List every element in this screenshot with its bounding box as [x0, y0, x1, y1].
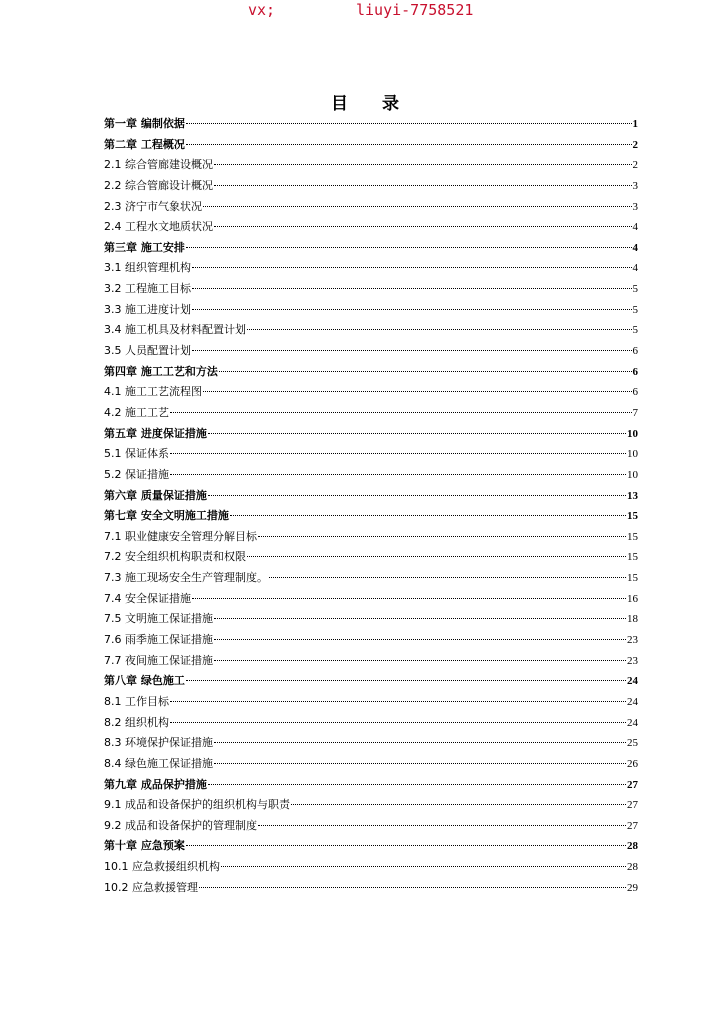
toc-section-entry[interactable]: [104, 444, 638, 465]
toc-entry-page-number: 28: [627, 861, 638, 874]
toc-entry-page-number: 23: [627, 634, 638, 647]
dot-leader: [247, 329, 632, 330]
toc-entry-page-number: 28: [627, 840, 638, 853]
toc-entry-page-number: 18: [627, 613, 638, 626]
toc-entry-label: 第十章 应急预案: [104, 839, 185, 853]
dot-leader: [230, 515, 626, 516]
toc-entry-label: 第九章 成品保护措施: [104, 777, 207, 791]
toc-entry-label: 9.2 成品和设备保护的管理制度: [104, 818, 257, 832]
toc-entry-page-number: 15: [627, 510, 638, 523]
toc-entry-page-number: 4: [632, 221, 638, 234]
toc-entry-label: 7.2 安全组织机构职责和权限: [104, 550, 246, 564]
toc-entry-page-number: 27: [627, 819, 638, 832]
toc-entry-label: 4.1 施工工艺流程图: [104, 385, 202, 399]
toc-entry-label: 3.1 组织管理机构: [104, 261, 191, 275]
toc-chapter-entry[interactable]: [104, 362, 638, 383]
toc-entry-page-number: 10: [627, 427, 638, 440]
toc-entry-label: 7.1 职业健康安全管理分解目标: [104, 529, 257, 543]
toc-section-entry[interactable]: [104, 320, 638, 341]
toc-entry-page-number: 3: [632, 200, 638, 213]
toc-section-entry[interactable]: [104, 692, 638, 713]
toc-entry-label: 2.3 济宁市气象状况: [104, 199, 202, 213]
dot-leader: [258, 825, 626, 826]
toc-section-entry[interactable]: [104, 527, 638, 548]
toc-entry-label: 第五章 进度保证措施: [104, 426, 207, 440]
toc-entry-label: 第三章 施工安排: [104, 240, 185, 254]
toc-entry-page-number: 15: [627, 572, 638, 585]
toc-entry-label: 第八章 绿色施工: [104, 674, 185, 688]
dot-leader: [170, 412, 632, 413]
toc-entry-label: 7.3 施工现场安全生产管理制度。: [104, 571, 268, 585]
toc-chapter-entry[interactable]: [104, 114, 638, 135]
toc-entry-label: 3.4 施工机具及材料配置计划: [104, 323, 246, 337]
toc-section-entry[interactable]: [104, 857, 638, 878]
toc-entry-page-number: 15: [627, 530, 638, 543]
toc-section-entry[interactable]: [104, 217, 638, 238]
toc-section-entry[interactable]: [104, 341, 638, 362]
toc-entry-label: 第六章 质量保证措施: [104, 488, 207, 502]
toc-section-entry[interactable]: [104, 176, 638, 197]
dot-leader: [192, 350, 632, 351]
watermark-right: liuyi-7758521: [356, 1, 474, 19]
toc-entry-page-number: 2: [632, 159, 638, 172]
toc-chapter-entry[interactable]: [104, 135, 638, 156]
toc-entry-label: 第一章 编制依据: [104, 117, 185, 130]
toc-entry-page-number: 25: [627, 737, 638, 750]
dot-leader: [170, 474, 626, 475]
dot-leader: [170, 722, 626, 723]
toc-entry-page-number: 29: [627, 881, 638, 894]
toc-section-entry[interactable]: [104, 609, 638, 630]
toc-entry-label: 7.4 安全保证措施: [104, 591, 191, 605]
toc-entry-page-number: 24: [627, 695, 638, 708]
toc-entry-page-number: 13: [627, 489, 638, 502]
toc-entry-label: 10.1 应急救援组织机构: [104, 860, 220, 874]
toc-chapter-entry[interactable]: [104, 486, 638, 507]
toc-chapter-entry[interactable]: [104, 671, 638, 692]
toc-title: 目 录: [331, 94, 413, 114]
dot-leader: [208, 433, 626, 434]
toc-entry-page-number: 5: [632, 324, 638, 337]
table-of-contents: [104, 114, 638, 898]
toc-entry-label: 2.2 综合管廊设计概况: [104, 178, 213, 192]
toc-entry-label: 10.2 应急救援管理: [104, 880, 198, 894]
toc-entry-label: 5.1 保证体系: [104, 447, 169, 461]
dot-leader: [186, 247, 632, 248]
dot-leader: [186, 144, 632, 145]
toc-section-entry[interactable]: [104, 630, 638, 651]
toc-entry-page-number: 27: [627, 799, 638, 812]
toc-entry-label: 8.3 环境保护保证措施: [104, 736, 213, 750]
toc-entry-page-number: 3: [632, 179, 638, 192]
toc-chapter-entry[interactable]: [104, 506, 638, 527]
toc-entry-page-number: 24: [627, 716, 638, 729]
toc-section-entry[interactable]: [104, 754, 638, 775]
toc-section-entry[interactable]: [104, 713, 638, 734]
toc-entry-page-number: 6: [632, 386, 638, 399]
dot-leader: [208, 784, 626, 785]
toc-entry-label: 第四章 施工工艺和方法: [104, 364, 218, 378]
toc-entry-page-number: 27: [627, 778, 638, 791]
dot-leader: [186, 845, 626, 846]
toc-section-entry[interactable]: [104, 197, 638, 218]
toc-entry-label: 3.2 工程施工目标: [104, 282, 191, 296]
dot-leader: [219, 371, 632, 372]
toc-chapter-entry[interactable]: [104, 238, 638, 259]
toc-entry-label: 7.6 雨季施工保证措施: [104, 633, 213, 647]
dot-leader: [208, 495, 626, 496]
toc-section-entry[interactable]: [104, 403, 638, 424]
dot-leader: [258, 536, 626, 537]
toc-entry-label: 2.1 综合管廊建设概况: [104, 158, 213, 172]
toc-entry-label: 8.4 绿色施工保证措施: [104, 756, 213, 770]
toc-section-entry[interactable]: [104, 589, 638, 610]
toc-entry-page-number: 15: [627, 551, 638, 564]
toc-section-entry[interactable]: [104, 733, 638, 754]
toc-section-entry[interactable]: [104, 382, 638, 403]
dot-leader: [186, 123, 632, 124]
toc-entry-page-number: 5: [632, 303, 638, 316]
toc-entry-page-number: 2: [632, 138, 638, 151]
toc-section-entry[interactable]: [104, 878, 638, 899]
dot-leader: [247, 556, 626, 557]
dot-leader: [203, 206, 632, 207]
dot-leader: [203, 391, 632, 392]
toc-entry-label: 2.4 工程水文地质状况: [104, 220, 213, 234]
toc-entry-label: 第七章 安全文明施工措施: [104, 509, 229, 523]
toc-entry-page-number: 10: [627, 468, 638, 481]
dot-leader: [214, 226, 632, 227]
toc-section-entry[interactable]: [104, 547, 638, 568]
toc-entry-label: 8.1 工作目标: [104, 694, 169, 708]
dot-leader: [221, 866, 626, 867]
dot-leader: [192, 309, 632, 310]
toc-entry-page-number: 4: [632, 241, 638, 254]
dot-leader: [170, 701, 626, 702]
dot-leader: [269, 577, 626, 578]
dot-leader: [214, 164, 632, 165]
toc-entry-page-number: 6: [632, 345, 638, 358]
toc-entry-page-number: 6: [632, 365, 638, 378]
toc-section-entry[interactable]: [104, 258, 638, 279]
toc-chapter-entry[interactable]: [104, 836, 638, 857]
toc-entry-label: 第二章 工程概况: [104, 137, 185, 151]
dot-leader: [291, 804, 626, 805]
toc-entry-page-number: 23: [627, 654, 638, 667]
toc-entry-page-number: 1: [632, 118, 638, 130]
toc-entry-page-number: 24: [627, 675, 638, 688]
dot-leader: [214, 742, 626, 743]
dot-leader: [214, 639, 626, 640]
toc-entry-page-number: 10: [627, 448, 638, 461]
toc-entry-label: 3.5 人员配置计划: [104, 344, 191, 358]
dot-leader: [214, 185, 632, 186]
toc-section-entry[interactable]: [104, 816, 638, 837]
toc-entry-page-number: 7: [632, 406, 638, 419]
toc-entry-label: 4.2 施工工艺: [104, 405, 169, 419]
toc-section-entry[interactable]: [104, 155, 638, 176]
toc-section-entry[interactable]: [104, 279, 638, 300]
dot-leader: [214, 660, 626, 661]
toc-chapter-entry[interactable]: [104, 424, 638, 445]
toc-section-entry[interactable]: [104, 568, 638, 589]
toc-entry-page-number: 16: [627, 592, 638, 605]
dot-leader: [192, 598, 626, 599]
dot-leader: [170, 453, 626, 454]
toc-entry-page-number: 4: [632, 262, 638, 275]
toc-entry-label: 9.1 成品和设备保护的组织机构与职责: [104, 798, 290, 812]
toc-section-entry[interactable]: [104, 795, 638, 816]
toc-entry-label: 8.2 组织机构: [104, 715, 169, 729]
toc-entry-label: 7.5 文明施工保证措施: [104, 612, 213, 626]
toc-entry-label: 5.2 保证措施: [104, 467, 169, 481]
dot-leader: [199, 887, 626, 888]
toc-entry-label: 3.3 施工进度计划: [104, 302, 191, 316]
dot-leader: [186, 680, 626, 681]
toc-chapter-entry[interactable]: [104, 775, 638, 796]
toc-section-entry[interactable]: [104, 465, 638, 486]
dot-leader: [214, 618, 626, 619]
toc-entry-page-number: 26: [627, 757, 638, 770]
toc-section-entry[interactable]: [104, 651, 638, 672]
watermark: [0, 0, 724, 20]
toc-entry-label: 7.7 夜间施工保证措施: [104, 653, 213, 667]
toc-entry-page-number: 5: [632, 283, 638, 296]
dot-leader: [214, 763, 626, 764]
watermark-left: vx;: [248, 1, 276, 19]
dot-leader: [192, 267, 632, 268]
toc-section-entry[interactable]: [104, 300, 638, 321]
dot-leader: [192, 288, 632, 289]
